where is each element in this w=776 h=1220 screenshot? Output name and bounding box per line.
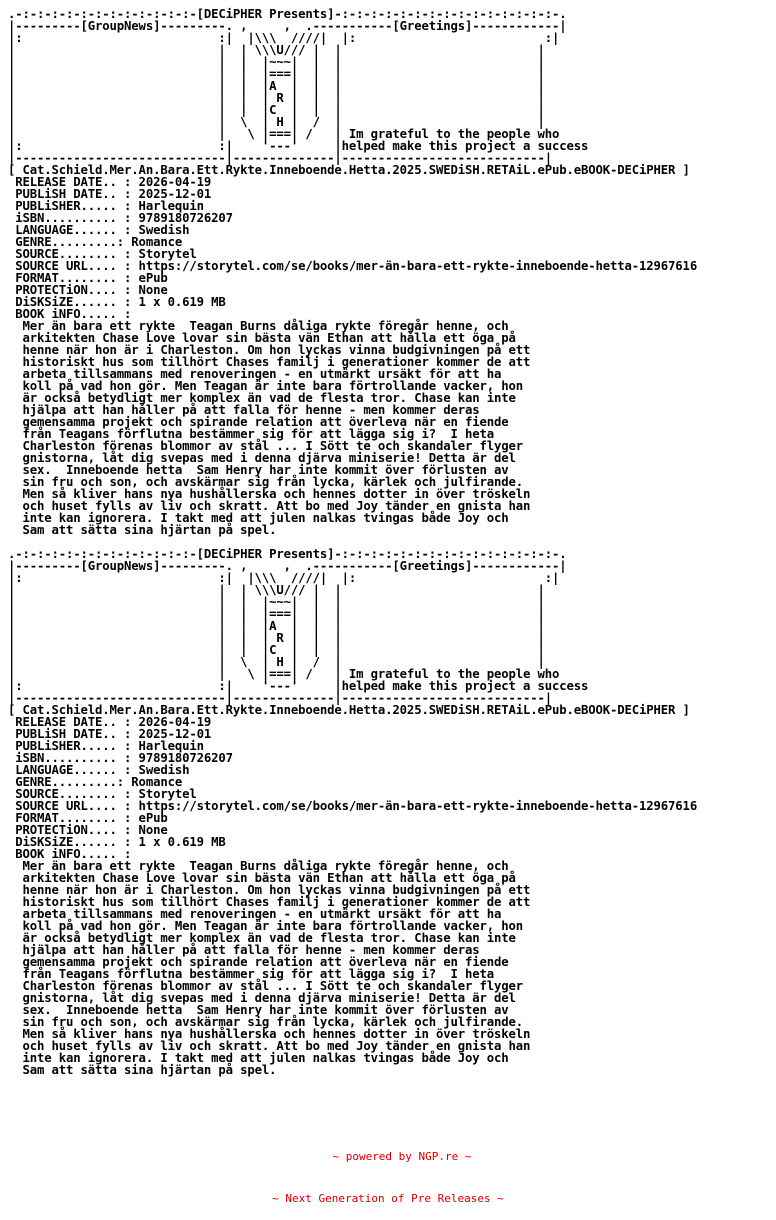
powered-by-text: ~ powered by NGP.re ~ bbox=[332, 1150, 472, 1163]
site-footer bbox=[0, 1122, 776, 1220]
nfo-release-info: .-:-:-:-:-:-:-:-:-:-:-:-:-[DECiPHER Presents]-:-:-:-:-:-:-:-:-:-:-:-:-:-:-:-. |---------[GroupNews]---------. , , .-----------[Greetings]------------| |: :| |\\\ ////| |: :| | | | \\\U/// | | | | | | |~~~| | | | | | | |===| | | | | | | |A | | | | | | | | R | | | | | | | |C | | | | | | \ | H | / | | | | \ |===| / | Im grateful to the people who |: :| '---' |helped make this project a success |-----------------------------|--------------|----------------------------| [ Cat.Schield.Mer.An.Bara.Ett.Rykte.Inneboende.Hetta.2025.SWEDiSH.RETAiL.ePub.eBOOK-DECiPHER ] RELEASE DATE.. : 2026-04-19 PUBLiSH DATE.. : 2025-12-01 PUBLiSHER..... : Harlequin iSBN.......... : 9789180726207 LANGUAGE...... : Swedish GENRE.........: Romance SOURCE........ : Storytel SOURCE URL.... : https://storytel.com/se/books/mer-än-bara-ett-rykte-inneboende-hetta-12967616 FORMAT........ : ePub PROTECTiON.... : None DiSKSiZE...... : 1 x 0.619 MB BOOK iNFO..... : Mer än bara ett rykte Teagan Burns dåliga rykte föregår henne, och arkitekten Chase Love lovar sin bästa vän Ethan att hålla ett öga på henne när hon är i Charleston. Om hon lyckas vinna budgivningen på ett historiskt hus som tillhört Chases familj i generationer kommer de att arbeta tillsammans med renoveringen - en utmärkt ursäkt för att ha koll på vad hon gör. Men Teagan är inte bara förtrollande vacker, hon är också betydligt mer komplex än vad de flesta tror. Chase kan inte hjälpa att han håller på att falla för henne - men kommer deras gemensamma projekt och spirande relation att överleva när en fiende från Teagans förflutna bestämmer sig för att lägga sig i? I heta Charleston förenas blommor av stål ... I Sött te och skandaler flyger gnistorna, låt dig svepas med i denna djärva miniserie! Detta är del sex. Inneboende hetta Sam Henry har inte kommit över förlusten av sin fru och son, och avskärmar sig från lycka, kärlek och julfirande. Men så kliver hans nya hushållerska och hennes dotter in över tröskeln och huset fylls av liv och skratt. Att bo med Joy tänder en gnista han inte kan ignorera. I takt med att julen nalkas tvingas både Joy och Sam att sätta sina hjärtan på spel. bbox=[8, 7, 698, 537]
nfo-release-info-repeat: .-:-:-:-:-:-:-:-:-:-:-:-:-[DECiPHER Presents]-:-:-:-:-:-:-:-:-:-:-:-:-:-:-:-. |---------[GroupNews]---------. , , .-----------[Greetings]------------| |: :| |\\\ ////| |: :| | | | \\\U/// | | | | | | |~~~| | | | | | | |===| | | | | | | |A | | | | | | | | R | | | | | | | |C | | | | | | \ | H | / | | | | \ |===| / | Im grateful to the people who |: :| '---' |helped make this project a success |-----------------------------|--------------|----------------------------| [ Cat.Schield.Mer.An.Bara.Ett.Rykte.Inneboende.Hetta.2025.SWEDiSH.RETAiL.ePub.eBOOK-DECiPHER ] RELEASE DATE.. : 2026-04-19 PUBLiSH DATE.. : 2025-12-01 PUBLiSHER..... : Harlequin iSBN.......... : 9789180726207 LANGUAGE...... : Swedish GENRE.........: Romance SOURCE........ : Storytel SOURCE URL.... : https://storytel.com/se/books/mer-än-bara-ett-rykte-inneboende-hetta-12967616 FORMAT........ : ePub PROTECTiON.... : None DiSKSiZE...... : 1 x 0.619 MB BOOK iNFO..... : Mer än bara ett rykte Teagan Burns dåliga rykte föregår henne, och arkitekten Chase Love lovar sin bästa vän Ethan att hålla ett öga på henne när hon är i Charleston. Om hon lyckas vinna budgivningen på ett historiskt hus som tillhört Chases familj i generationer kommer de att arbeta tillsammans med renoveringen - en utmärkt ursäkt för att ha koll på vad hon gör. Men Teagan är inte bara förtrollande vacker, hon är också betydligt mer komplex än vad de flesta tror. Chase kan inte hjälpa att han håller på att falla för henne - men kommer deras gemensamma projekt och spirande relation att överleva när en fiende från Teagans förflutna bestämmer sig för att lägga sig i? I heta Charleston förenas blommor av stål ... I Sött te och skandaler flyger gnistorna, låt dig svepas med i denna djärva miniserie! Detta är del sex. Inneboende hetta Sam Henry har inte kommit över förlusten av sin fru och son, och avskärmar sig från lycka, kärlek och julfirande. Men så kliver hans nya hushållerska och hennes dotter in över tröskeln och huset fylls av liv och skratt. Att bo med Joy tänder en gnista han inte kan ignorera. I takt med att julen nalkas tvingas både Joy och Sam att sätta sina hjärtan på spel. bbox=[8, 547, 698, 1077]
tagline-text: ~ Next Generation of Pre Releases ~ bbox=[272, 1192, 504, 1205]
